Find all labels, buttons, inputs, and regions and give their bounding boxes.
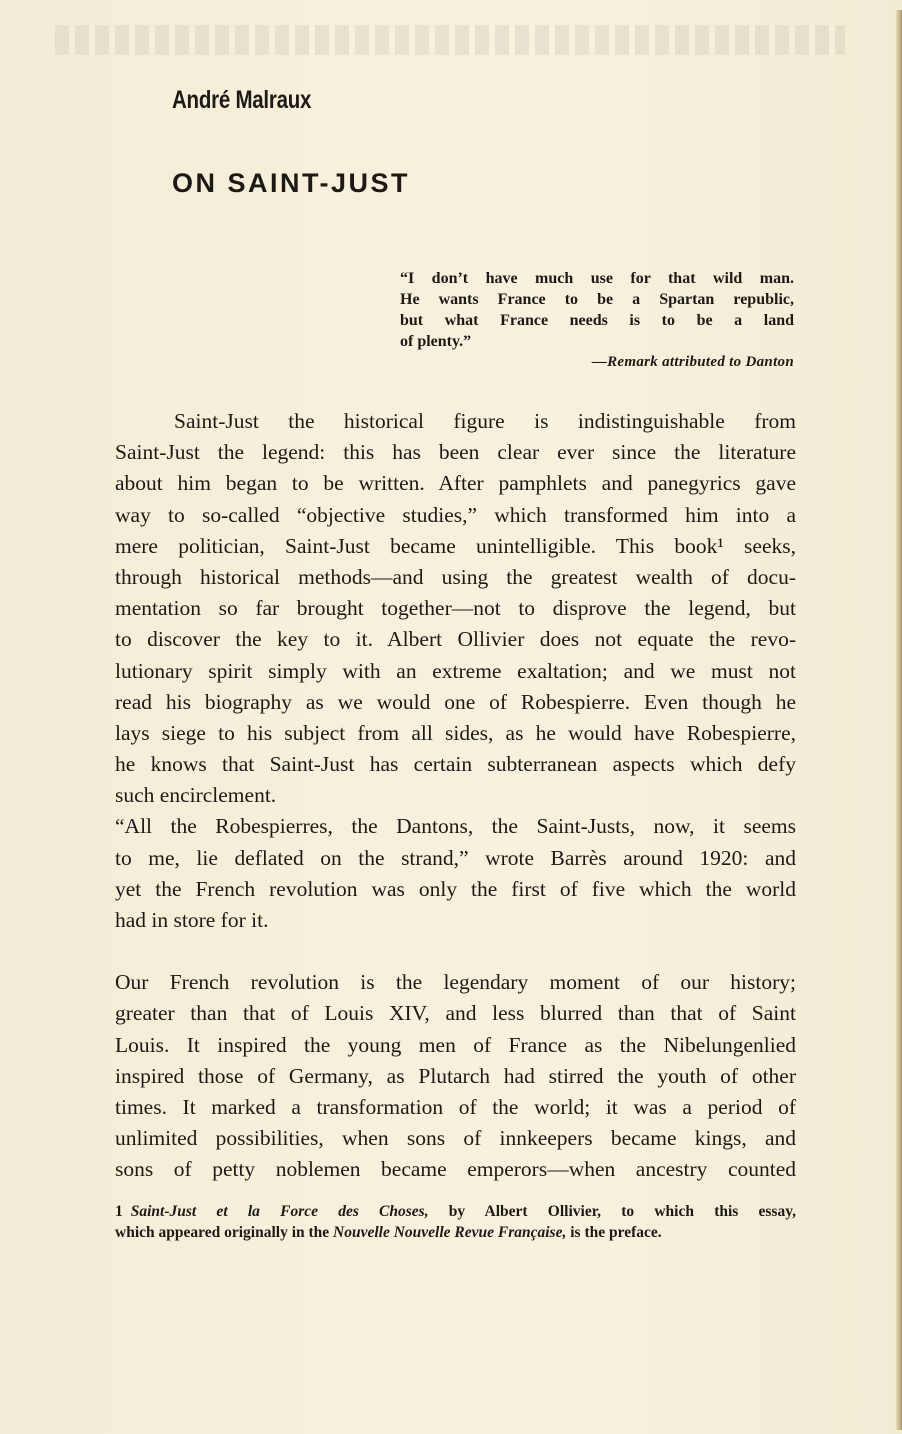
epigraph-line: of plenty.” — [400, 333, 472, 350]
text-line: Louis. It inspired the young men of France as the Nibelungenlied — [115, 1032, 796, 1057]
text-line: mentation so far brought together—not to disprove the legend, but — [115, 596, 796, 621]
author-name: André Malraux — [172, 86, 312, 114]
text-line: greater than that of Louis XIV, and less blurred than that of Saint — [115, 1001, 796, 1026]
footnote-line-2 — [115, 1222, 796, 1243]
footnote-text: is the preface. — [566, 1224, 662, 1241]
text-line: Saint-Just the legend: this has been clear ever since the literature — [115, 440, 796, 465]
epigraph-attribution: —Remark attributed to Danton — [591, 354, 794, 370]
text-line: “All the Robespierres, the Dantons, the Saint-Justs, now, it seems — [115, 814, 796, 839]
text-line: to discover the key to it. Albert Ollivier does not equate the revo- — [115, 627, 796, 652]
text-line: had in store for it. — [115, 908, 269, 932]
essay-body — [115, 406, 796, 1186]
paragraph-2 — [115, 811, 796, 936]
epigraph-line: but what France needs is to be a land — [400, 312, 794, 329]
text-line: mere politician, Saint-Just became unintelligible. This book¹ seeks, — [115, 533, 796, 558]
text-line: through historical methods—and using the greatest wealth of docu- — [115, 564, 796, 589]
epigraph-line: “I don’t have much use for that wild man. — [400, 270, 794, 287]
text-line: to me, lie deflated on the strand,” wrote Barrès around 1920: and — [115, 845, 796, 870]
epigraph — [400, 268, 794, 373]
text-line: such encirclement. — [115, 783, 277, 808]
page-edge-shadow — [896, 10, 902, 1430]
epigraph-line: He wants France to be a Spartan republic, — [400, 291, 794, 308]
paragraph-3 — [115, 967, 796, 1185]
bleed-through-running-head — [55, 25, 845, 55]
footnote-text: by Albert Ollivier, to which this essay, — [428, 1203, 796, 1220]
text-line: yet the French revolution was only the first of five which the world — [115, 876, 796, 901]
text-line: sons of petty noblemen became emperors—when ancestry counted — [115, 1157, 796, 1182]
text-line: Our French revolution is the legendary moment of our history; — [115, 970, 796, 995]
text-line: about him began to be written. After pamphlets and panegyrics gave — [115, 471, 796, 496]
text-line: read his biography as we would one of Robespierre. Even though he — [115, 689, 796, 714]
section-break — [115, 936, 796, 967]
text-line: Saint-Just the historical figure is indistinguishable from — [174, 409, 796, 433]
text-line: times. It marked a transformation of the world; it was a period of — [115, 1094, 796, 1119]
text-line: lays siege to his subject from all sides, as he would have Robespierre, — [115, 720, 796, 745]
paragraph-1 — [115, 406, 796, 811]
text-line: way to so-called “objective studies,” which transformed him into a — [115, 502, 796, 527]
text-line: he knows that Saint-Just has certain subterranean aspects which defy — [115, 752, 796, 777]
text-line: lutionary spirit simply with an extreme exaltation; and we must not — [115, 658, 796, 683]
footnote-number: 1 — [115, 1203, 123, 1220]
footnote-text: which appeared originally in the — [115, 1224, 334, 1241]
footnote-journal: Nouvelle Nouvelle Revue Française, — [333, 1224, 567, 1241]
footnote — [115, 1201, 796, 1243]
footnote-line-1 — [115, 1201, 796, 1222]
footnote-book-title: Saint-Just et la Force des Choses, — [130, 1203, 429, 1220]
text-line: inspired those of Germany, as Plutarch had stirred the youth of other — [115, 1063, 796, 1088]
text-line: unlimited possibilities, when sons of innkeepers became kings, and — [115, 1126, 796, 1151]
essay-title: ON SAINT-JUST — [172, 168, 411, 198]
